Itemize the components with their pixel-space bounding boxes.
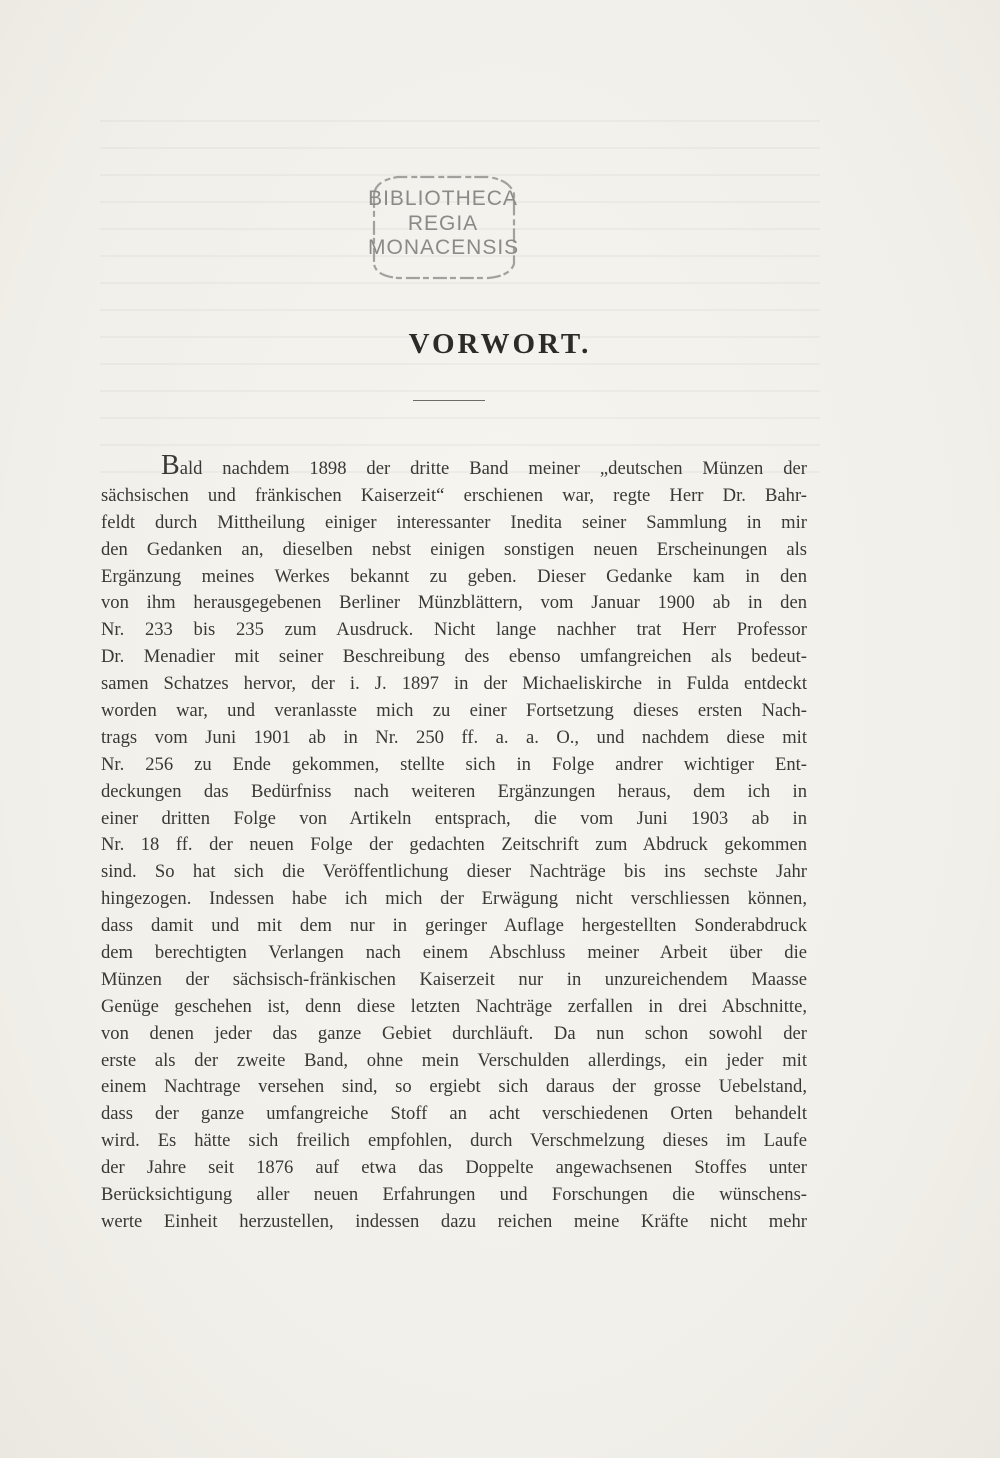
text-line: deckungen das Bedürfniss nach weiteren Ergänzungen heraus, dem ich in <box>101 780 807 802</box>
text-line: samen Schatzes hervor, der i. J. 1897 in der Michaeliskirche in Fulda entdeckt <box>101 673 807 695</box>
page-title: VORWORT. <box>408 328 592 360</box>
text-line: Berücksichtigung aller neuen Erfahrungen und Forschungen die wünschens- <box>101 1184 807 1206</box>
text-line: erste als der zweite Band, ohne mein Verschulden allerdings, ein jeder mit <box>101 1049 807 1071</box>
text-line-content: ald nachdem 1898 der dritte Band meiner „deutschen Münzen der <box>179 458 807 479</box>
text-line: Nr. 256 zu Ende gekommen, stellte sich in Folge andrer wichtiger Ent- <box>101 753 807 775</box>
text-line: der Jahre seit 1876 auf etwa das Doppelte angewachsenen Stoffes unter <box>101 1157 807 1179</box>
text-line: Nr. 18 ff. der neuen Folge der gedachten Zeitschrift zum Abdruck gekommen <box>101 834 807 856</box>
text-line: dass damit und mit dem nur in geringer Auflage hergestellten Sonderabdruck <box>101 915 807 937</box>
text-line: sächsischen und fränkischen Kaiserzeit“ erschienen war, regte Herr Dr. Bahr- <box>101 484 807 506</box>
text-line: trags vom Juni 1901 ab in Nr. 250 ff. a. a. O., und nachdem diese mit <box>101 726 807 748</box>
library-stamp <box>368 172 518 282</box>
text-line: Nr. 233 bis 235 zum Ausdruck. Nicht lange nachher trat Herr Professor <box>101 619 807 641</box>
show-through-texture <box>100 100 820 480</box>
text-line: dass der ganze umfangreiche Stoff an acht verschiedenen Orten behandelt <box>101 1103 807 1125</box>
text-line: Ergänzung meines Werkes bekannt zu geben. Dieser Gedanke kam in den <box>101 565 807 587</box>
text-line: feldt durch Mittheilung einiger interessanter Inedita seiner Sammlung in mir <box>101 511 807 533</box>
text-line <box>101 450 807 483</box>
text-line: werte Einheit herzustellen, indessen dazu reichen meine Kräfte nicht mehr <box>101 1210 807 1232</box>
drop-cap: B <box>161 450 180 481</box>
title-divider <box>413 400 485 401</box>
text-line: worden war, und veranlasste mich zu einer Fortsetzung dieses ersten Nach- <box>101 700 807 722</box>
text-line: den Gedanken an, dieselben nebst einigen sonstigen neuen Erscheinungen als <box>101 538 807 560</box>
text-line: sind. So hat sich die Veröffentlichung dieser Nachträge bis ins sechste Jahr <box>101 861 807 883</box>
text-line: einem Nachtrage versehen sind, so ergiebt sich daraus der grosse Uebelstand, <box>101 1076 807 1098</box>
text-line: hingezogen. Indessen habe ich mich der Erwägung nicht verschliessen können, <box>101 888 807 910</box>
text-line: Münzen der sächsisch-fränkischen Kaiserzeit nur in unzureichendem Maasse <box>101 968 807 990</box>
stamp-line-1: BIBLIOTHECA <box>368 187 518 210</box>
text-line: wird. Es hätte sich freilich empfohlen, durch Verschmelzung dieses im Laufe <box>101 1130 807 1152</box>
text-line: Dr. Menadier mit seiner Beschreibung des ebenso umfangreichen als bedeut- <box>101 646 807 668</box>
text-line: Genüge geschehen ist, denn diese letzten Nachträge zerfallen in drei Abschnitte, <box>101 995 807 1017</box>
stamp-line-3: MONACENSIS <box>368 236 520 259</box>
text-line: von ihm herausgegebenen Berliner Münzblättern, vom Januar 1900 ab in den <box>101 592 807 614</box>
text-line: einer dritten Folge von Artikeln entsprach, die vom Juni 1903 ab in <box>101 807 807 829</box>
stamp-line-2: REGIA <box>407 212 479 235</box>
body-text <box>101 450 807 1236</box>
text-line: von denen jeder das ganze Gebiet durchläuft. Da nun schon sowohl der <box>101 1022 807 1044</box>
text-line: dem berechtigten Verlangen nach einem Abschluss meiner Arbeit über die <box>101 942 807 964</box>
